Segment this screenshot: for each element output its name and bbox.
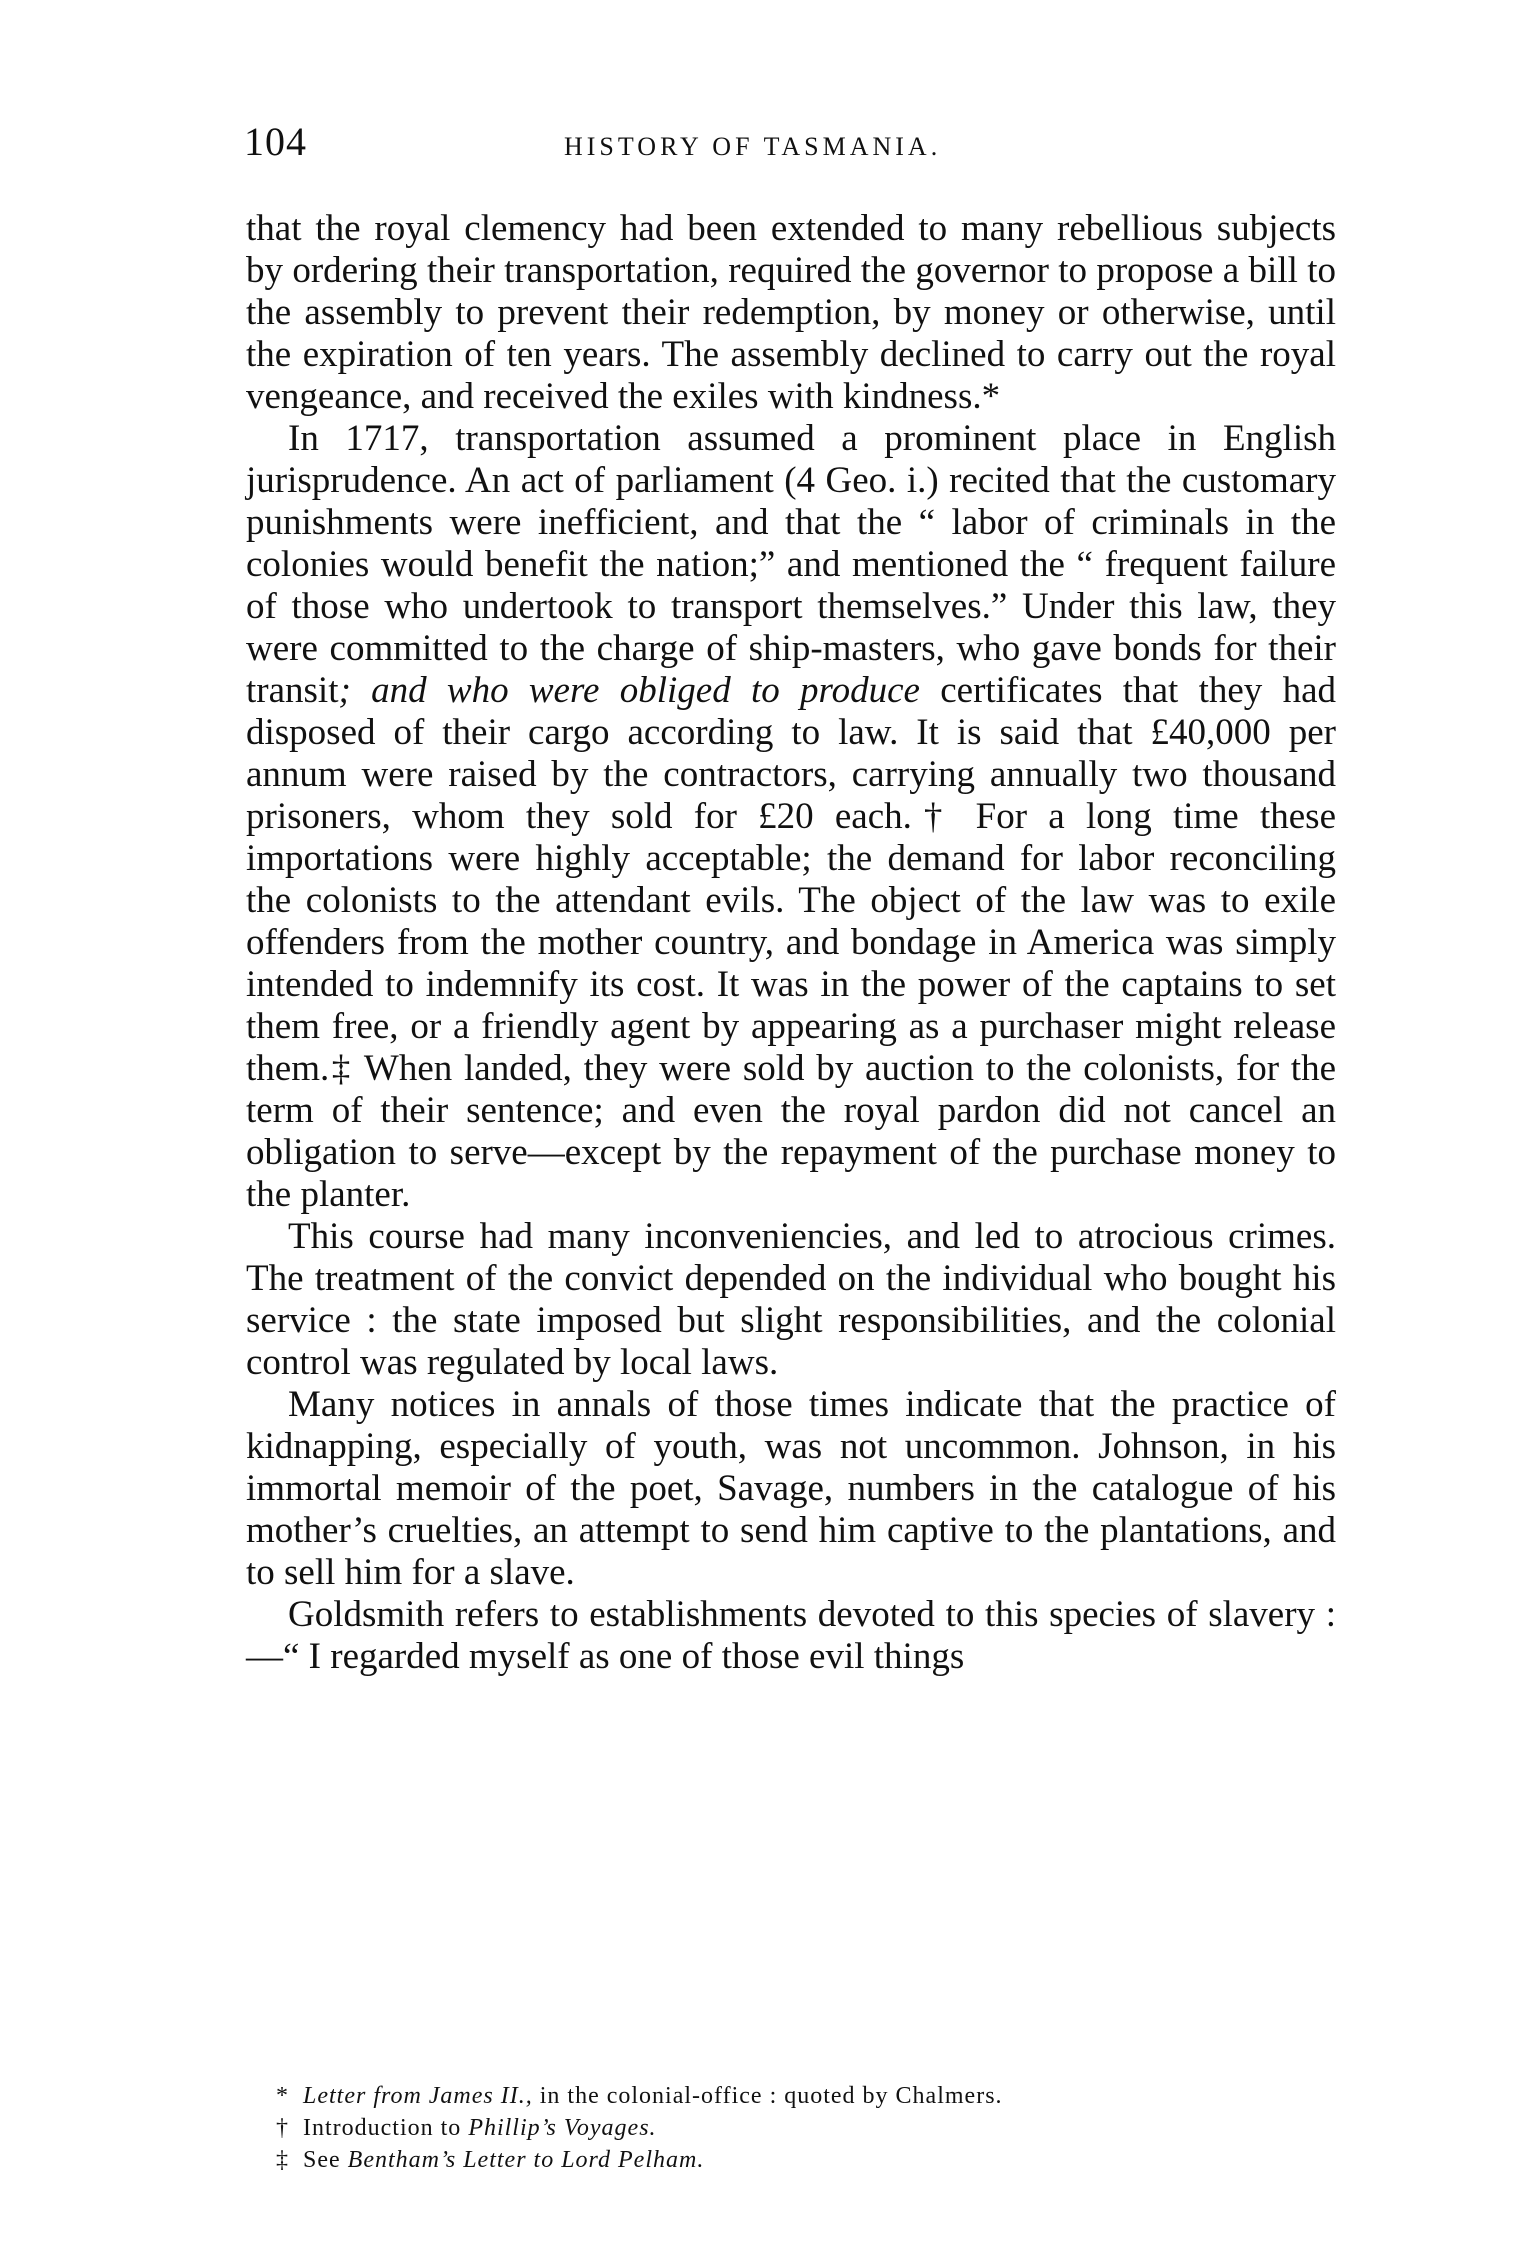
footnote-text: Introduction to xyxy=(303,2115,469,2141)
paragraph-2-italic: ; and who were obliged to produce xyxy=(338,670,920,711)
paragraph-2-text-a: In 1717, transportation assumed a prominent place in English jurisprudence. An act of parliament (4 Geo. i.) recited that the customary punishments were inefficient, and that the “ labor of criminals in the colonies would benefit the nation;” and mentioned the “ frequent failure of those who undertook to transport themselves.” Under this law, they were committed to the charge of ship-masters, who gave bonds for their transit xyxy=(246,418,1336,711)
footnote-title: Letter from James II., xyxy=(303,2083,533,2109)
paragraph-5: Goldsmith refers to establishments devoted to this species of slavery :—“ I regarded myself as one of those evil things xyxy=(246,1594,1336,1677)
footnote-mark: ‡ xyxy=(276,2147,289,2173)
paragraph-1: that the royal clemency had been extended to many rebellious subjects by ordering their transportation, required the governor to propose a bill to the assembly to prevent their redemption, by money or otherwise, until the expiration of ten years. The assembly declined to carry out the royal vengeance, and received the exiles with kindness.* xyxy=(246,208,1336,417)
paragraph-4: Many notices in annals of those times indicate that the practice of kidnapping, especially of youth, was not uncommon. Johnson, in his immortal memoir of the poet, Savage, numbers in the catalogue of his mother’s cruelties, an attempt to send him captive to the plantations, and to sell him for a slave. xyxy=(246,1384,1336,1593)
footnote-mark: † xyxy=(276,2115,289,2141)
footnote-3 xyxy=(276,2144,1316,2176)
page-header xyxy=(244,118,1342,178)
running-title: HISTORY OF TASMANIA. xyxy=(564,132,942,161)
page-number: 104 xyxy=(244,119,307,164)
paragraph-3: This course had many inconveniencies, and led to atrocious crimes. The treatment of the convict depended on the individual who bought his service : the state imposed but slight responsibilities, and the colonial control was regulated by local laws. xyxy=(246,1216,1336,1383)
footnote-1 xyxy=(276,2080,1316,2112)
paragraph-2 xyxy=(246,418,1336,1216)
footnote-2 xyxy=(276,2112,1316,2144)
footnote-title: Bentham’s Letter to Lord Pelham. xyxy=(347,2147,705,2173)
footnote-title: Phillip’s Voyages. xyxy=(468,2115,657,2141)
footnotes xyxy=(276,2080,1316,2176)
footnote-text: See xyxy=(303,2147,348,2173)
paragraph-2-text-b: certificates that they had disposed of their cargo according to law. It is said that £40,000 per annum were raised by the contractors, carrying annually two thousand prisoners, whom they sold for £20 each.† For a long time these importations were highly acceptable; the demand for labor reconciling the colonists to the attendant evils. The object of the law was to exile offenders from the mother country, and bondage in America was simply intended to indemnify its cost. It was in the power of the captains to set them free, or a friendly agent by appearing as a purchaser might release them.‡ When landed, they were sold by auction to the colonists, for the term of their sentence; and even the royal pardon did not cancel an obligation to serve—except by the repayment of the purchase money to the planter. xyxy=(246,670,1336,1215)
footnote-text: in the colonial-office : quoted by Chalmers. xyxy=(532,2083,1003,2109)
body-text xyxy=(246,208,1336,1678)
footnote-mark: * xyxy=(276,2083,289,2109)
